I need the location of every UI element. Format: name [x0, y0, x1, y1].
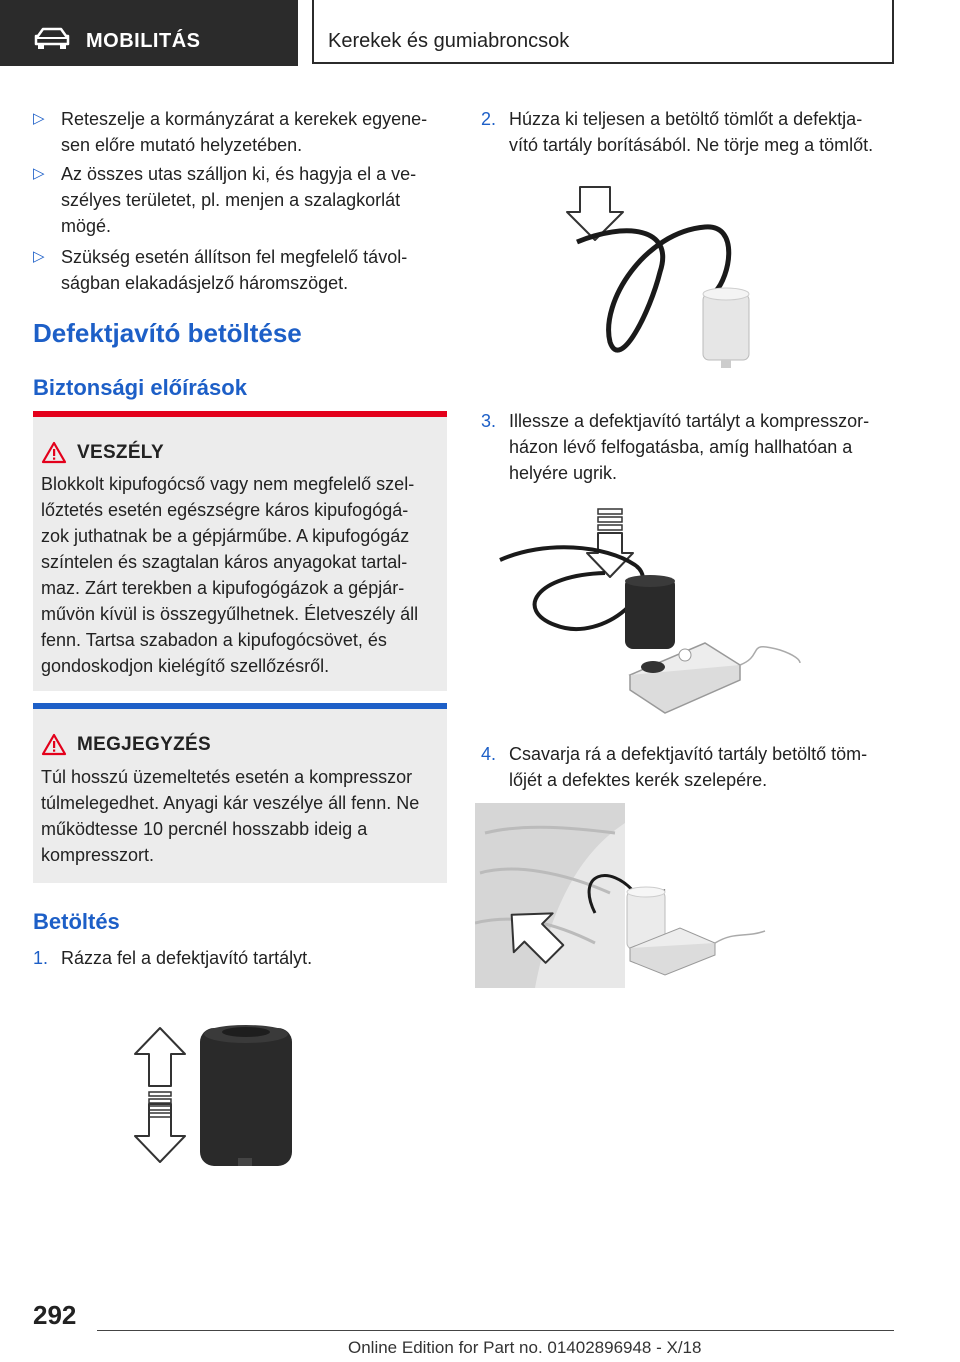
danger-bar: [33, 411, 447, 417]
step-text: Húzza ki teljesen a betöltő tömlőt a defektja- vító tartály borításából. Ne törje meg a tömlőt.: [509, 109, 874, 155]
step-number: 1.: [33, 948, 49, 968]
danger-box: [33, 411, 447, 691]
bullet-text: Szükség esetén állítson fel megfelelő távol- ságban elakadásjelző háromszöget.: [61, 247, 408, 293]
step-number: 3.: [481, 411, 497, 431]
note-title: MEGJEGYZÉS: [77, 734, 211, 755]
bullet-item: [33, 106, 447, 158]
step-2: [481, 106, 895, 158]
step-4: [481, 741, 895, 793]
step-3: [481, 408, 895, 486]
step-text: Illessze a defektjavító tartályt a kompresszor- házon lévő felfogatásba, amíg hallhatóan a helyére ugrik.: [509, 411, 870, 483]
warning-triangle-icon: [41, 733, 67, 756]
heading-fill: Betöltés: [33, 909, 120, 934]
bullet-item: [33, 244, 447, 296]
car-icon: [34, 27, 70, 49]
canister-compressor-illustration: [495, 505, 805, 715]
heading-safety: Biztonsági előírások: [33, 375, 247, 400]
page-number: 292: [33, 1300, 77, 1330]
chapter-title: Kerekek és gumiabroncsok: [328, 30, 570, 52]
note-bar: [33, 703, 447, 709]
triangle-bullet-icon: ▷: [33, 110, 45, 127]
wheel-valve-illustration: [475, 803, 780, 988]
chapter-tab[interactable]: [312, 0, 894, 64]
triangle-bullet-icon: ▷: [33, 248, 45, 265]
bullet-item: [33, 161, 447, 239]
shake-canister-illustration: [130, 1020, 300, 1170]
edition-text: Online Edition for Part no. 01402896948 - X/18: [348, 1338, 702, 1357]
step-text: Rázza fel a defektjavító tartályt.: [61, 948, 313, 968]
step-number: 4.: [481, 744, 497, 764]
note-box: [33, 703, 447, 883]
danger-title: VESZÉLY: [77, 442, 164, 463]
hose-canister-illustration: [565, 182, 765, 372]
triangle-bullet-icon: ▷: [33, 165, 45, 182]
danger-text: Blokkolt kipufogócső vagy nem megfelelő szel- lőztetés esetén egészségre káros kipufogógá- zok juthatnak be a gépjárműbe. A kipufogógáz színtelen és szagtalan káros anyagokat tartal- maz. Zárt terekben a kipufogógázok a gépjár- művön kívül is összegyűlhetnek. Életveszély áll fenn. Tartsa szabadon a kipufogócsövet, és gondoskodjon kielégítő szellőzésről.: [41, 474, 419, 676]
section-tab[interactable]: [0, 0, 298, 66]
step-1: [33, 945, 447, 971]
section-title: MOBILITÁS: [86, 30, 201, 52]
bullet-text: Az összes utas szálljon ki, és hagyja el a ve- szélyes területet, pl. menjen a szalagkorlát mögé.: [61, 164, 417, 236]
note-text: Túl hosszú üzemeltetés esetén a kompresszor túlmelegedhet. Anyagi kár veszélye áll fenn. Ne működtesse 10 percnél hosszabb ideig a kompresszort.: [41, 767, 420, 865]
heading-refill: Defektjavító betöltése: [33, 318, 302, 348]
step-number: 2.: [481, 109, 497, 129]
footer-divider: [97, 1330, 894, 1331]
step-text: Csavarja rá a defektjavító tartály betöltő töm- lőjét a defektes kerék szelepére.: [509, 744, 868, 790]
warning-triangle-icon: [41, 441, 67, 464]
bullet-text: Reteszelje a kormányzárat a kerekek egyene- sen előre mutató helyzetében.: [61, 109, 428, 155]
